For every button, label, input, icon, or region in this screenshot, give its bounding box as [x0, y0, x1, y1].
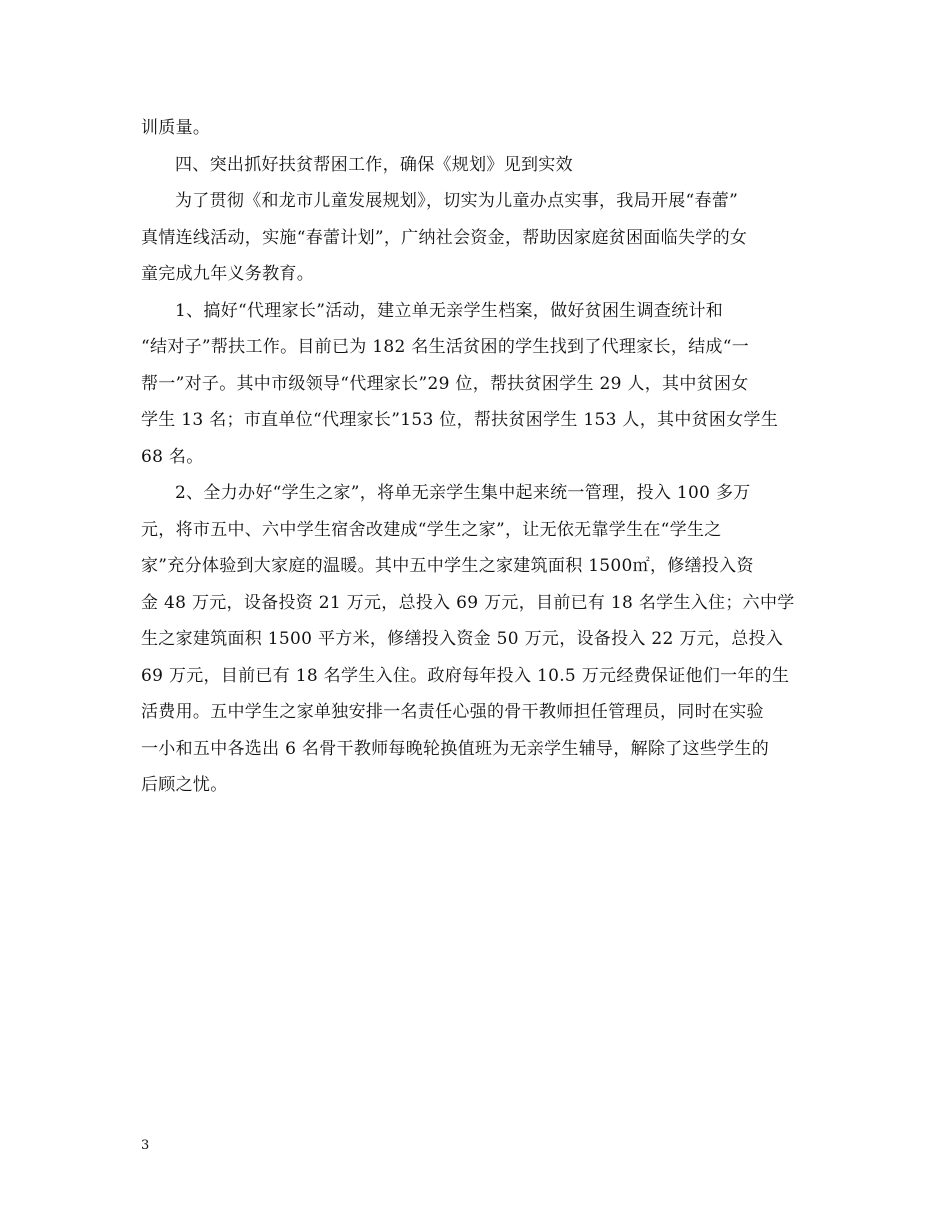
text-line: 一小和五中各选出 6 名骨干教师每晚轮换值班为无亲学生辅导，解除了这些学生的 — [141, 739, 770, 759]
text-line: “结对子”帮扶工作。目前已为 182 名生活贫困的学生找到了代理家长，结成“一 — [141, 337, 750, 357]
text-line: 1、搞好“代理家长”活动，建立单无亲学生档案，做好贫困生调查统计和 — [175, 301, 724, 321]
section-heading: 四、突出抓好扶贫帮困工作，确保《规划》见到实效 — [175, 155, 573, 175]
text-line: 真情连线活动，实施“春蕾计划”，广纳社会资金，帮助因家庭贫困面临失学的女 — [141, 228, 748, 248]
text-line: 学生 13 名；市直单位“代理家长”153 位，帮扶贫困学生 153 人，其中贫困女学生 — [141, 410, 779, 430]
text-line: 帮一”对子。其中市级领导“代理家长”29 位，帮扶贫困学生 29 人，其中贫困女 — [141, 374, 749, 394]
text-line: 2、全力办好“学生之家”，将单无亲学生集中起来统一管理，投入 100 多万 — [175, 483, 751, 503]
text-line: 金 48 万元，设备投资 21 万元，总投入 69 万元，目前已有 18 名学生入住；六中学 — [141, 593, 795, 613]
text-line: 后顾之忧。 — [141, 775, 228, 795]
text-line: 活费用。五中学生之家单独安排一名责任心强的骨干教师担任管理员，同时在实验 — [141, 702, 764, 722]
text-line: 为了贯彻《和龙市儿童发展规划》，切实为儿童办点实事，我局开展“春蕾” — [175, 191, 739, 211]
page-number: 3 — [141, 1138, 150, 1153]
text-line: 元，将市五中、六中学生宿舍改建成“学生之家”，让无依无靠学生在“学生之 — [141, 520, 722, 540]
text-line: 训质量。 — [141, 118, 211, 138]
text-line: 69 万元，目前已有 18 名学生入住。政府每年投入 10.5 万元经费保证他们一年的生 — [141, 666, 790, 686]
text-line: 68 名。 — [141, 447, 204, 467]
text-line: 童完成九年义务教育。 — [141, 264, 314, 284]
text-line: 家”充分体验到大家庭的温暖。其中五中学生之家建筑面积 1500㎡，修缮投入资 — [141, 556, 754, 576]
text-line: 生之家建筑面积 1500 平方米，修缮投入资金 50 万元，设备投入 22 万元，总投入 — [141, 629, 784, 649]
